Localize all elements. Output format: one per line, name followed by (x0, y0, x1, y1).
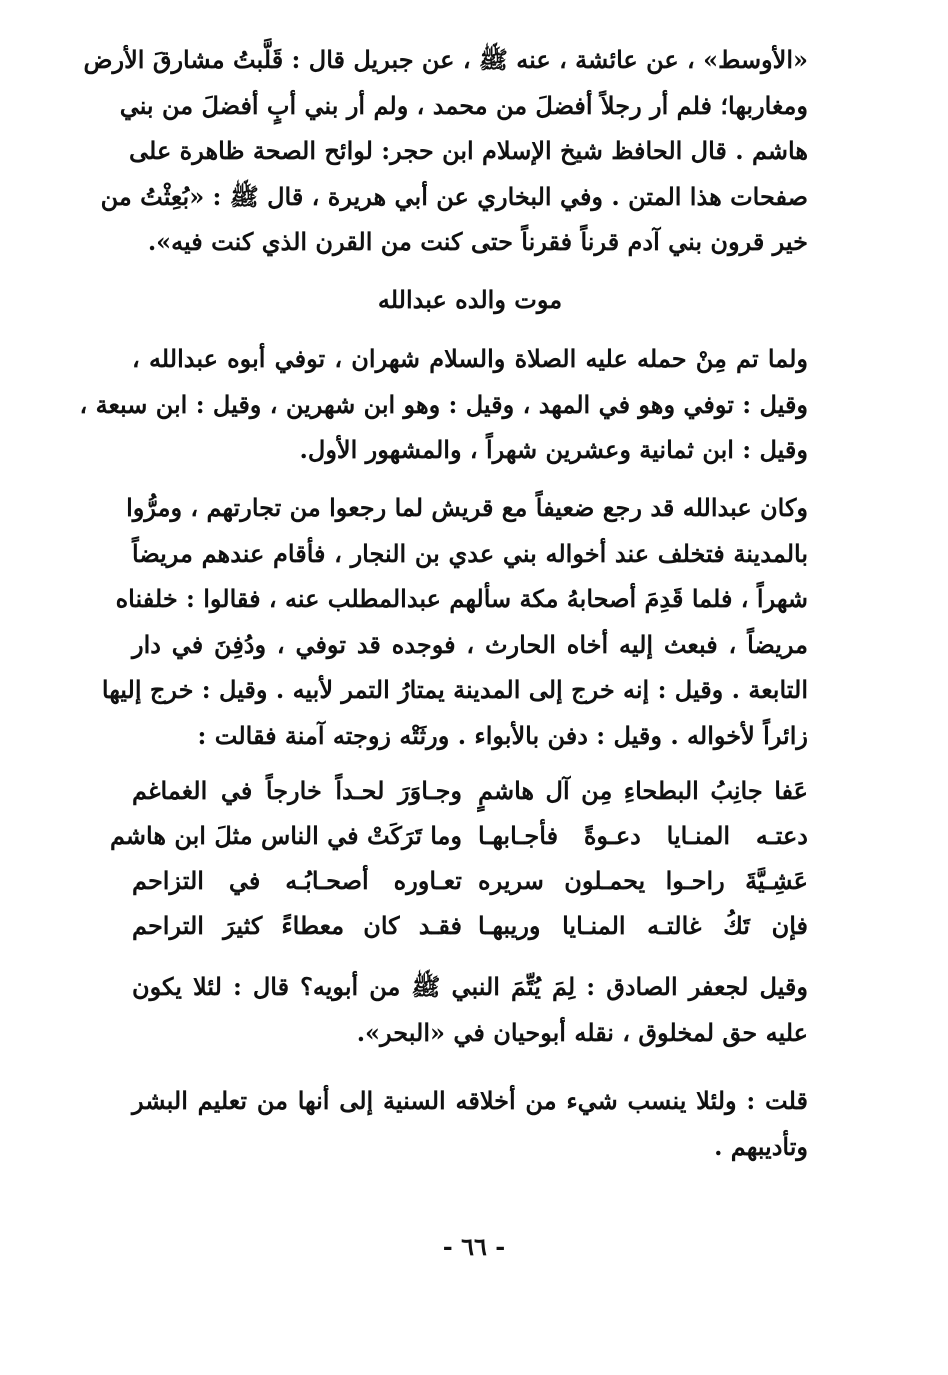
text-line: زائراً لأخواله . وقيل : دفن بالأبواء . ورثَتْه زوجته آمنة فقالت : (197, 720, 808, 750)
poem-verse (132, 858, 808, 903)
text-line: وكان عبدالله قد رجع ضعيفاً مع قريش لما رجعوا من تجارتهم ، ومرُّوا (126, 493, 808, 522)
text-line: قلت : ولئلا ينسب شيء من أخلاقه السنية إلى أنها من تعليم البشر (132, 1086, 808, 1115)
text-line: صفحات هذا المتن . وفي البخاري عن أبي هريرة ، قال ﷺ : «بُعِثْتُ من (100, 181, 808, 211)
text-line: خير قرون بني آدم قرناً فقرناً حتى كنت من القرن الذي كنت فيه». (147, 227, 808, 256)
paragraph-story (101, 485, 808, 758)
poem-verse (132, 903, 808, 948)
paragraph-jafar (132, 964, 808, 1055)
poem-verse (132, 768, 808, 813)
poem-second-hemistich: وما تَرَكَتْ في الناس مثلَ ابن هاشم (109, 821, 462, 850)
paragraph-note (132, 1078, 808, 1169)
text-line: بالمدينة فتخلف عند أخواله بني عدي بن النجار ، فأقام عندهم مريضاً (132, 538, 808, 568)
section-heading: موت والده عبدالله (377, 285, 563, 314)
text-line: وتأديبهم . (714, 1131, 808, 1161)
text-line: «الأوسط» ، عن عائشة ، عنه ﷺ ، عن جبريل قال : قَلَّبتُ مشارقَ الأرض (83, 45, 808, 74)
poem-first-hemistich: فإن تَكُ غالتـه المنـايا وريبهـا (478, 911, 808, 940)
page-number: - ٦٦ - (442, 1232, 506, 1261)
text-line: عليه حق لمخلوق ، نقله أبوحيان في «البحر». (356, 1017, 808, 1047)
poem-first-hemistich: دعتـه المنـايا دعـوةً فأجـابهـا (478, 821, 808, 850)
opening-paragraph (83, 37, 808, 265)
text-line: مريضاً ، فبعث إليه أخاه الحارث ، فوجده قد توفي ، ودُفِنَ في دار (132, 629, 808, 659)
text-line: ولما تم مِنْ حمله عليه الصلاة والسلام شهران ، توفي أبوه عبدالله ، (132, 344, 808, 373)
text-line: شهراً ، فلما قَدِمَ أصحابهُ مكة سألهم عبدالمطلب عنه ، فقالوا : خلفناه (115, 584, 808, 613)
paragraph-death (79, 336, 808, 473)
poem-first-hemistich: عَشِـيَّةَ راحـوا يحمـلون سريره (478, 866, 808, 895)
poem-second-hemistich: تعـاوره أصحـابُـه في التزاحم (132, 866, 462, 895)
poem-first-hemistich: عَفا جانِبُ البطحاءِ مِن آل هاشمٍ (478, 776, 808, 805)
poem-second-hemistich: فقـد كان معطاءً كثيرَ التراحم (132, 911, 462, 940)
poem (109, 768, 808, 948)
text-line: وقيل : توفي وهو في المهد ، وقيل : وهو ابن شهرين ، وقيل : ابن سبعة ، (79, 389, 808, 419)
text-line: وقيل : ابن ثمانية وعشرين شهراً ، والمشهور الأول. (299, 435, 808, 464)
text-line: هاشم . قال الحافظ شيخ الإسلام ابن حجر: لوائح الصحة ظاهرة على (129, 136, 808, 165)
text-line: ومغاربها؛ فلم أر رجلاً أفضلَ من محمد ، ولم أر بني أبٍ أفضلَ من بني (119, 90, 808, 120)
poem-second-hemistich: وجـاوَرَ لحـداً خارجاً في الغماغم (132, 776, 462, 805)
text-line: وقيل لجعفر الصادق : لِمَ يُتِّمَ النبي ﷺ من أبويه؟ قال : لئلا يكون (132, 972, 808, 1001)
poem-verse (109, 813, 808, 858)
text-line: التابعة . وقيل : إنه خرج إلى المدينة يمتارُ التمر لأبيه . وقيل : خرج إليها (101, 675, 808, 704)
